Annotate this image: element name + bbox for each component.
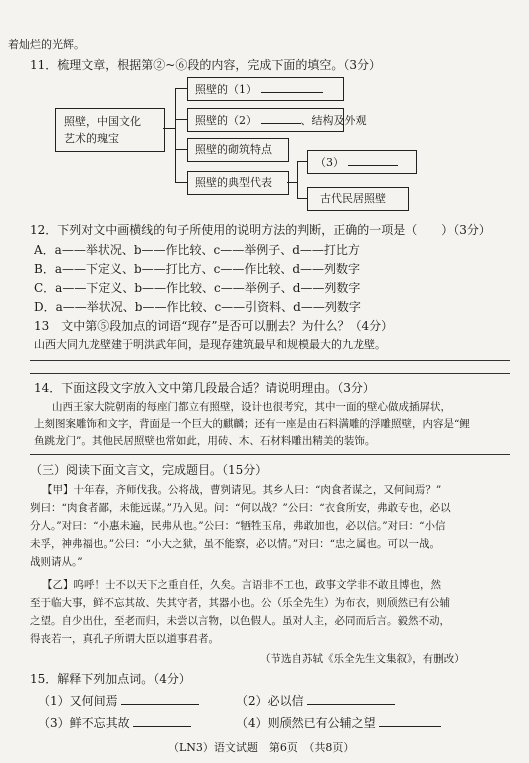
jia-line-4: 未孚，神弗福也。”公曰：“小大之狱，虽不能察，必以情。”对曰：“忠之属也。可以一战。: [30, 538, 440, 550]
item1-text: 照壁的（1）: [195, 82, 323, 97]
q15-blank-3[interactable]: [133, 716, 191, 727]
q12-option-b[interactable]: B．a——下定义、b——打比方、c——作比较、d——列数字: [34, 262, 361, 276]
q11-item1-box: [187, 77, 344, 101]
sub1-text: （3）: [315, 155, 398, 170]
sub-bracket-arm-1: [297, 161, 307, 162]
bracket-arm-3: [175, 149, 187, 150]
q11-sub1-box: [307, 150, 417, 174]
q11-item2-box: [187, 108, 367, 132]
blank-1[interactable]: [261, 82, 323, 93]
q12-option-a[interactable]: A．a——举状况、b——作比较、c——举例子、d——打比方: [34, 243, 360, 257]
jia-line-5: 战则请从。”: [30, 556, 83, 568]
yi-line-4: 得丧若一，真孔子所谓大臣以道事君者。: [30, 633, 219, 645]
yi-line-2: 至于临大事，鲜不忘其故、失其守者，其器小也。公（乐全先生）为布衣，则颀然已有公辅: [30, 597, 450, 609]
section3-title: （三）阅读下面文言文，完成题目。（15分）: [30, 463, 268, 477]
q11-item4-box: [187, 171, 289, 195]
q13-answer[interactable]: 山西大同九龙壁建于明洪武年间，是现存建筑最早和规模最大的九龙壁。: [34, 338, 386, 351]
sub2-text: 古代民居照壁: [320, 192, 386, 205]
q15-item-2: （2）必以信: [236, 694, 395, 708]
q14-prompt: 14．下面这段文字放入文中第几段最合适？请说明理由。（3分）: [34, 381, 375, 395]
sub-bracket-vertical: [297, 161, 298, 198]
q15-item-4: （4）则颀然已有公辅之望: [236, 716, 441, 730]
continued-text: 着灿烂的光辉。: [8, 38, 85, 51]
yi-line-1: 【乙】呜呼！士不以天下之重自任，久矣。言语非不工也，政事文学非不敢且博也，然: [42, 579, 441, 591]
page-footer: （LN3）语文试题 第6页 （共8页）: [168, 741, 355, 754]
q12-option-d[interactable]: D．a——举状况、b——作比较、c——引资料、d——列数字: [34, 300, 361, 314]
q11-item3-box: [187, 138, 289, 162]
q14-line-2: 上刻图案雕饰和文字，背面是一个巨大的麒麟；还有一座是由石料满雕的浮雕照壁，内容是“鲤: [34, 418, 470, 430]
item4-text: 照壁的典型代表: [195, 176, 272, 189]
root-line-1: 照壁，中国文化: [64, 115, 141, 128]
bracket-stem: [163, 128, 175, 129]
bracket-arm-1: [175, 88, 187, 89]
q11-root-box: [55, 108, 165, 152]
q15-blank-1[interactable]: [121, 694, 199, 705]
jia-line-1: 【甲】十年春，齐师伐我。公将战，曹刿请见。其乡人曰：“肉食者谋之，又何间焉？”: [42, 484, 442, 496]
q15-blank-2[interactable]: [307, 694, 395, 705]
jia-line-3: 分人。”对曰：“小惠未遍，民弗从也。”公曰：“牺牲玉帛，弗敢加也，必以信。”对曰：“小信: [30, 520, 446, 532]
answer-line-1: [30, 360, 510, 361]
item3-text: 照壁的砌筑特点: [195, 143, 272, 156]
answer-line-3: [30, 454, 510, 455]
sub-bracket-stem: [287, 182, 297, 183]
q15-item-3: （3）鲜不忘其故: [38, 716, 191, 730]
blank-3[interactable]: [348, 155, 398, 166]
q14-line-3: 鱼跳龙门”。其他民居照壁也常如此，用砖、木、石材料雕出精美的装饰。: [34, 435, 376, 447]
q11-sub2-box: [307, 187, 409, 211]
q15-item-1: （1）又何间焉: [38, 694, 199, 708]
bracket-arm-4: [175, 182, 187, 183]
q15-blank-4[interactable]: [379, 716, 441, 727]
q12-option-c[interactable]: C．a——下定义、b——作比较、c——举例子、d——列数字: [34, 281, 361, 295]
q14-line-1: 山西王家大院朝南的每座门都立有照壁，设计也很考究，其中一面的壁心做成插屏状，: [52, 401, 451, 413]
blank-2[interactable]: [261, 113, 301, 124]
root-line-2: 艺术的瑰宝: [64, 132, 119, 145]
q11-prompt: 11．梳理文章，根据第②~⑥段的内容，完成下面的填空。（3分）: [30, 58, 381, 72]
q12-prompt: 12．下列对文中画横线的句子所使用的说明方法的判断，正确的一项是（ ）（3分）: [30, 223, 491, 237]
answer-line-2: [30, 373, 510, 374]
yi-line-3: 之望。自少出仕，至老而归，未尝以言物，以色假人。虽对人主，必同而后言。毅然不动，: [30, 615, 450, 627]
item2-text: 照壁的（2） 、结构及外观: [195, 114, 367, 127]
sub-bracket-arm-2: [297, 198, 307, 199]
bracket-vertical: [175, 88, 176, 183]
q13-prompt: 13 文中第⑤段加点的词语“现存”是否可以删去？为什么？（4分）: [34, 319, 394, 333]
source-note: （节选自苏轼《乐全先生文集叙》，有删改）: [260, 653, 465, 665]
q15-prompt: 15．解释下列加点词。（4分）: [30, 672, 191, 686]
bracket-arm-2: [175, 119, 187, 120]
jia-line-2: 刿曰：“肉食者鄙，未能远谋。”乃入见。问：“何以战？”公曰：“衣食所安，弗敢专也，必以: [30, 502, 451, 514]
